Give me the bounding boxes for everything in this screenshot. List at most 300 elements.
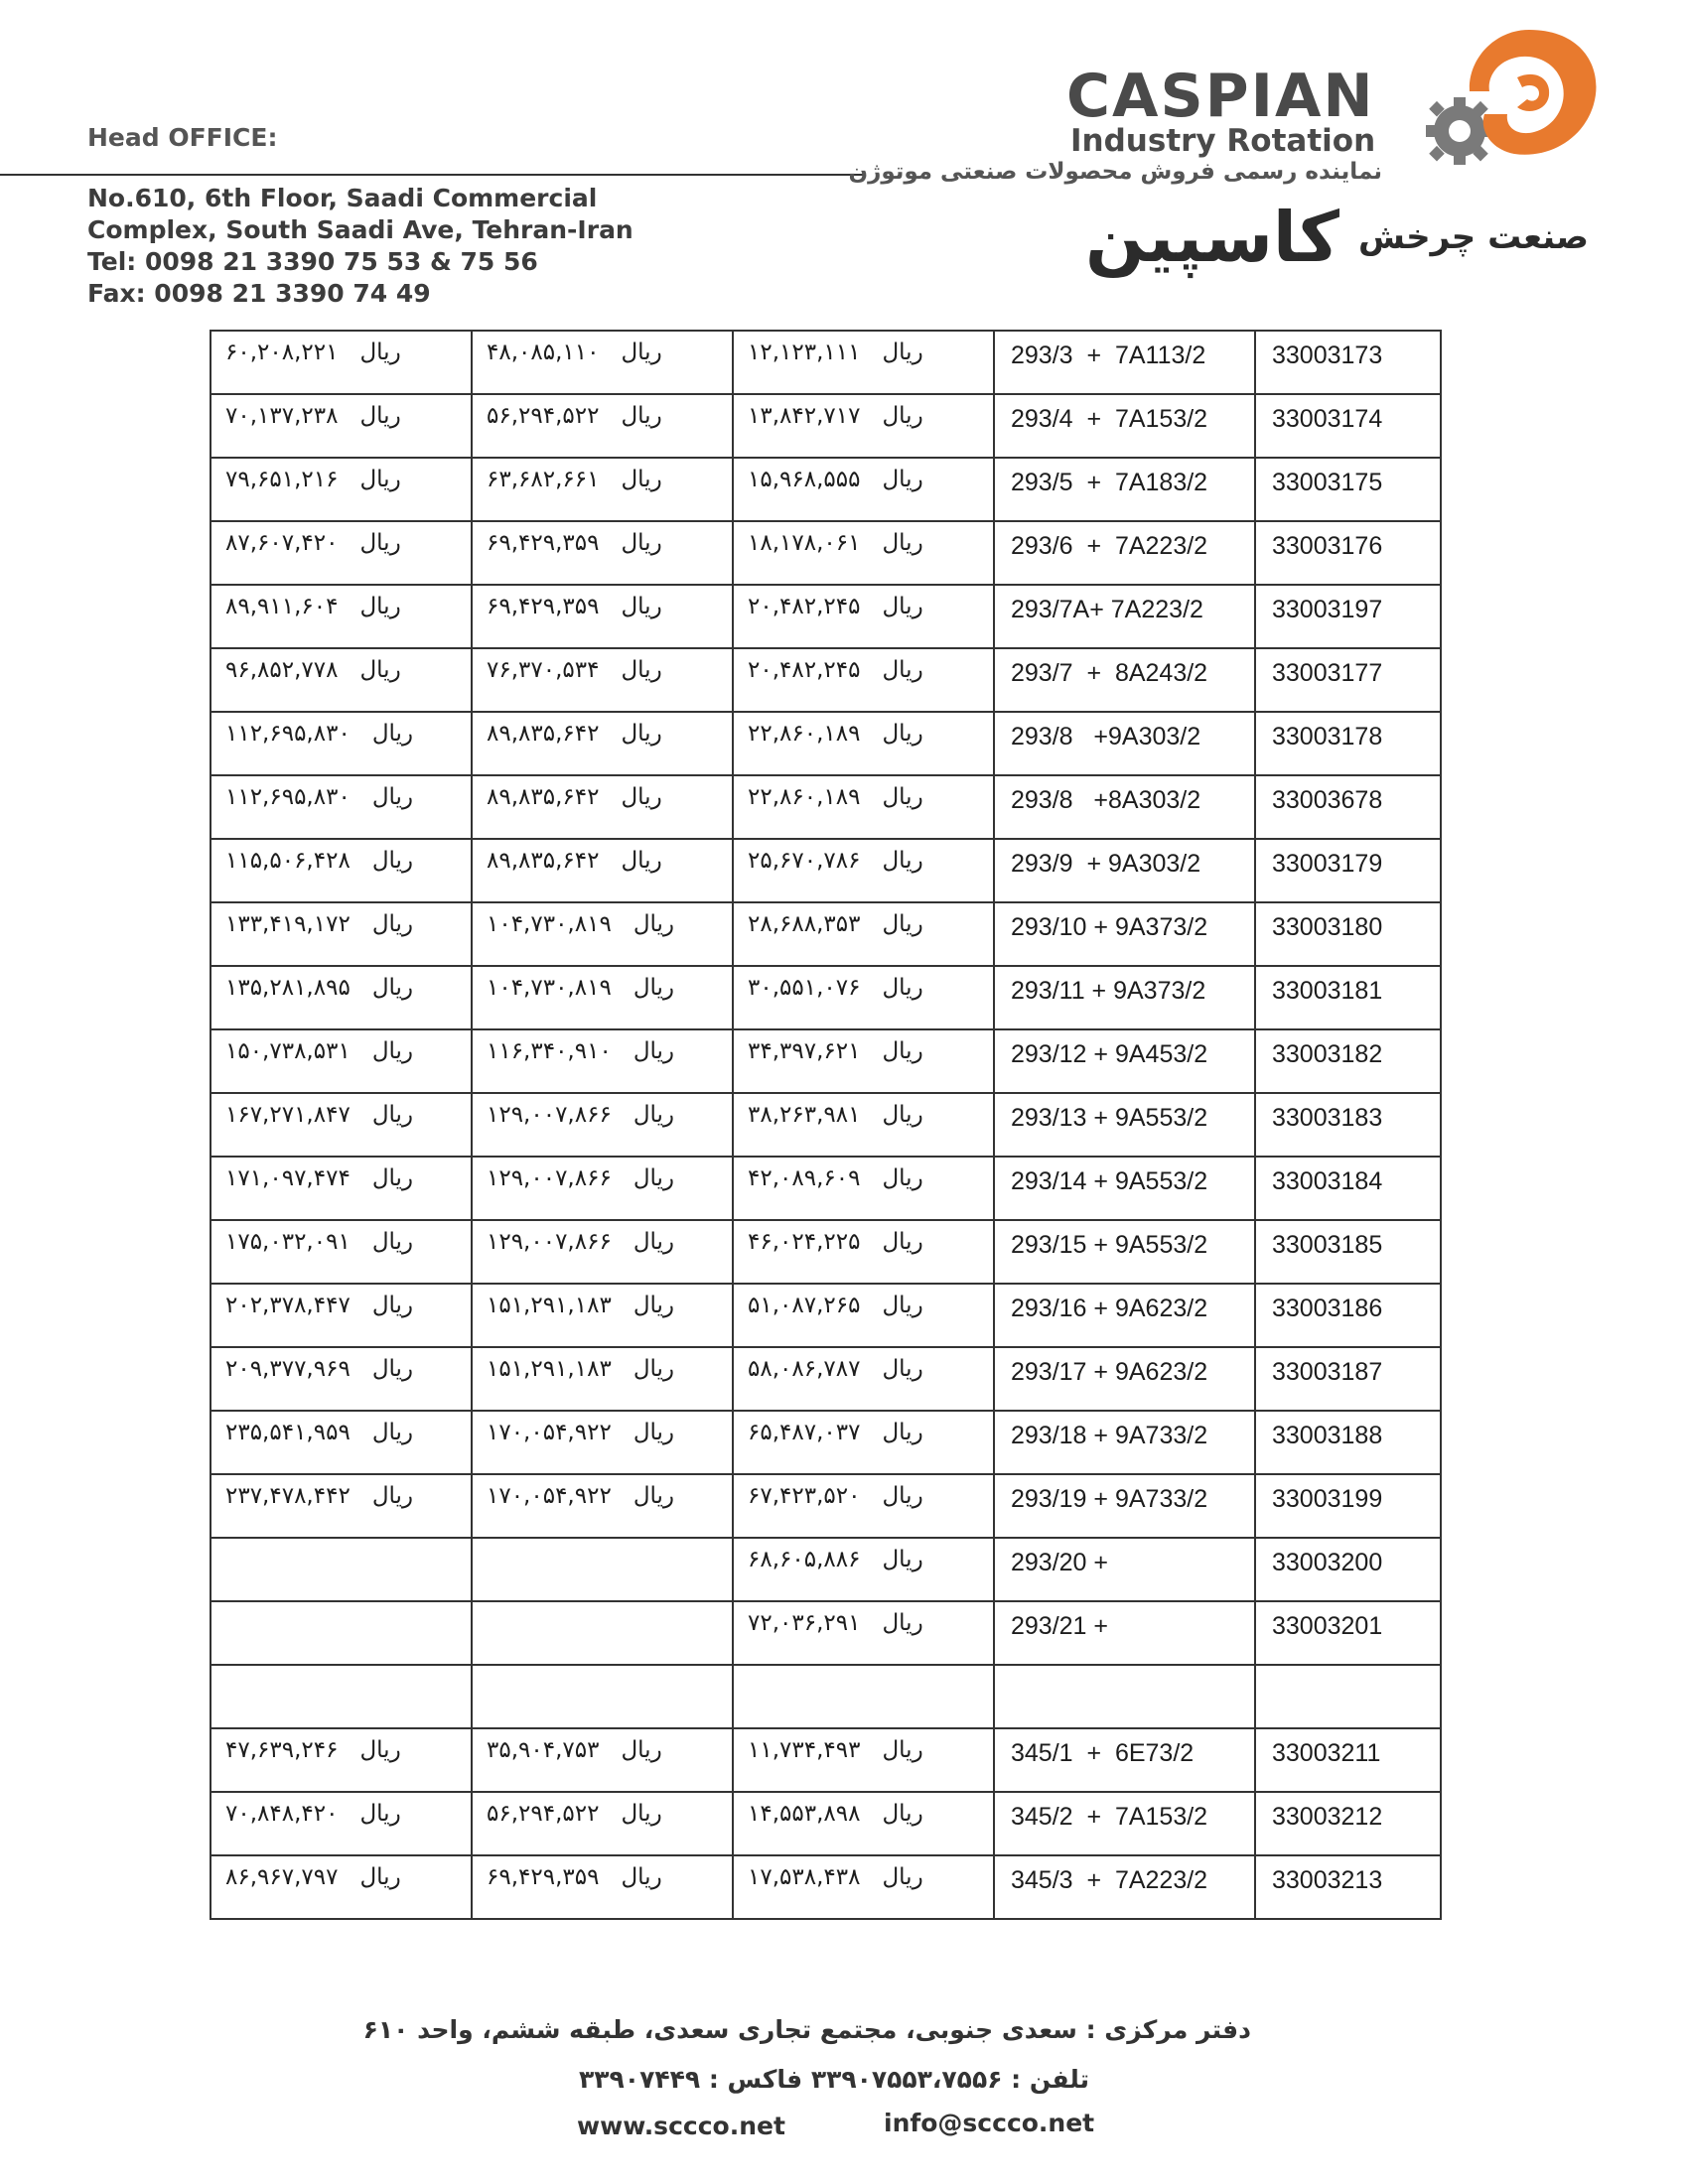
price-cell-p1: [733, 1284, 994, 1347]
model-cell: 293/13 + 9A553/2: [994, 1093, 1255, 1157]
price-number: ۷۹,۶۵۱,۲۱۶: [225, 467, 339, 492]
header-divider: [0, 174, 866, 176]
footer-website-link[interactable]: www.sccco.net: [577, 2112, 785, 2140]
product-code-cell: 33003175: [1255, 458, 1441, 521]
price-number: ۱۰۴,۷۳۰,۸۱۹: [487, 975, 612, 1001]
currency-label: ریال: [633, 1293, 675, 1318]
model-cell: 293/8 +8A303/2: [994, 775, 1255, 839]
price-value: [487, 1165, 718, 1191]
currency-label: ریال: [633, 1356, 675, 1382]
currency-label: ریال: [359, 1864, 401, 1890]
price-value: [225, 594, 457, 619]
price-value: [748, 1737, 979, 1763]
price-value: [487, 340, 718, 365]
price-number: ۸۷,۶۰۷,۴۲۰: [225, 530, 339, 556]
price-number: ۴۶,۰۲۴,۲۲۵: [748, 1229, 861, 1255]
table-row: [211, 1474, 1441, 1538]
price-number: ۸۹,۸۳۵,۶۴۲: [487, 721, 600, 747]
model-cell: 293/7 + 8A243/2: [994, 648, 1255, 712]
currency-label: ریال: [371, 1229, 414, 1255]
price-cell-p3: [211, 1157, 472, 1220]
table-row: [211, 966, 1441, 1029]
model-cell: 293/15 + 9A553/2: [994, 1220, 1255, 1284]
price-value: [748, 911, 979, 937]
price-value: [487, 911, 718, 937]
price-cell-p1: [733, 1093, 994, 1157]
footer-email-link[interactable]: info@sccco.net: [884, 2109, 1095, 2137]
currency-label: ریال: [371, 784, 414, 810]
product-code-cell: 33003184: [1255, 1157, 1441, 1220]
price-value: [487, 657, 718, 683]
price-value: [225, 1229, 457, 1255]
price-value: [748, 340, 979, 365]
price-cell-p1: [733, 1601, 994, 1665]
product-code-cell: 33003187: [1255, 1347, 1441, 1411]
price-value: [225, 1483, 457, 1509]
price-value: [487, 594, 718, 619]
currency-label: ریال: [621, 403, 662, 429]
currency-label: ریال: [359, 1801, 401, 1827]
price-cell-p2: [472, 1855, 733, 1919]
product-code-cell: 33003201: [1255, 1601, 1441, 1665]
table-row: [211, 775, 1441, 839]
price-value: [225, 848, 457, 874]
price-cell-p3: [211, 1728, 472, 1792]
price-cell-p3: [211, 1284, 472, 1347]
currency-label: ریال: [882, 1801, 923, 1827]
price-number: ۷۰,۱۳۷,۲۳۸: [225, 403, 339, 429]
table-row: [211, 712, 1441, 775]
currency-label: ریال: [633, 1038, 675, 1064]
price-number: ۱۶۷,۲۷۱,۸۴۷: [225, 1102, 351, 1128]
price-value: [487, 530, 718, 556]
model-cell: [994, 1665, 1255, 1728]
currency-label: ریال: [882, 1293, 923, 1318]
price-value: [748, 975, 979, 1001]
currency-label: ریال: [359, 594, 401, 619]
price-cell-p2: [472, 648, 733, 712]
price-value: [487, 1864, 718, 1890]
price-value: [487, 1420, 718, 1445]
price-cell-p2: [472, 1284, 733, 1347]
price-cell-p3: [211, 1029, 472, 1093]
price-number: ۶۷,۴۲۳,۵۲۰: [748, 1483, 861, 1509]
price-cell-p1: [733, 712, 994, 775]
product-code-cell: 33003211: [1255, 1728, 1441, 1792]
price-number: ۱۱,۷۳۴,۴۹۳: [748, 1737, 861, 1763]
product-code-cell: 33003174: [1255, 394, 1441, 458]
price-number: ۱۰۴,۷۳۰,۸۱۹: [487, 911, 612, 937]
price-number: ۲۰۲,۳۷۸,۴۴۷: [225, 1293, 351, 1318]
model-cell: 293/3 + 7A113/2: [994, 331, 1255, 394]
price-number: ۶۹,۴۲۹,۳۵۹: [487, 594, 600, 619]
price-number: ۵۱,۰۸۷,۲۶۵: [748, 1293, 861, 1318]
model-cell: 293/14 + 9A553/2: [994, 1157, 1255, 1220]
model-cell: 293/6 + 7A223/2: [994, 521, 1255, 585]
price-number: ۵۶,۲۹۴,۵۲۲: [487, 1801, 600, 1827]
currency-label: ریال: [882, 530, 923, 556]
currency-label: ریال: [371, 911, 414, 937]
model-cell: 293/7A+ 7A223/2: [994, 585, 1255, 648]
price-number: ۱۷۱,۰۹۷,۴۷۴: [225, 1165, 351, 1191]
currency-label: ریال: [882, 1229, 923, 1255]
price-value: [748, 1801, 979, 1827]
price-number: ۶۹,۴۲۹,۳۵۹: [487, 1864, 600, 1890]
price-value: [225, 467, 457, 492]
price-value: [748, 1038, 979, 1064]
price-value: [748, 1229, 979, 1255]
price-value: [748, 1420, 979, 1445]
model-cell: 293/12 + 9A453/2: [994, 1029, 1255, 1093]
price-number: ۲۳۷,۴۷۸,۴۴۲: [225, 1483, 351, 1509]
model-cell: 345/3 + 7A223/2: [994, 1855, 1255, 1919]
currency-label: ریال: [882, 594, 923, 619]
price-number: ۸۹,۸۳۵,۶۴۲: [487, 784, 600, 810]
price-number: ۳۴,۳۹۷,۶۲۱: [748, 1038, 861, 1064]
currency-label: ریال: [621, 657, 662, 683]
price-number: ۳۸,۲۶۳,۹۸۱: [748, 1102, 861, 1128]
currency-label: ریال: [633, 1165, 675, 1191]
table-row: [211, 331, 1441, 394]
model-cell: 293/11 + 9A373/2: [994, 966, 1255, 1029]
price-number: ۱۲۹,۰۰۷,۸۶۶: [487, 1165, 612, 1191]
currency-label: ریال: [621, 721, 662, 747]
currency-label: ریال: [621, 594, 662, 619]
price-value: [225, 1420, 457, 1445]
model-cell: 293/8 +9A303/2: [994, 712, 1255, 775]
table-row: [211, 1220, 1441, 1284]
price-table-body: [211, 331, 1441, 1919]
price-value: [487, 1102, 718, 1128]
price-number: ۱۷۰,۰۵۴,۹۲۲: [487, 1483, 612, 1509]
table-row: [211, 902, 1441, 966]
price-number: ۴۷,۶۳۹,۲۴۶: [225, 1737, 339, 1763]
price-cell-p2: [472, 1792, 733, 1855]
currency-label: ریال: [882, 1547, 923, 1572]
currency-label: ریال: [359, 403, 401, 429]
price-value: [487, 1293, 718, 1318]
price-value: [748, 1864, 979, 1890]
head-office-address: [87, 183, 633, 310]
currency-label: ریال: [882, 975, 923, 1001]
brand-name: CASPIAN: [1066, 62, 1375, 131]
price-value: [225, 975, 457, 1001]
price-number: ۱۵۱,۲۹۱,۱۸۳: [487, 1356, 612, 1382]
price-cell-p3: [211, 712, 472, 775]
product-code-cell: 33003177: [1255, 648, 1441, 712]
phone-line: Tel: 0098 21 3390 75 53 & 75 56: [87, 247, 538, 276]
table-row: [211, 521, 1441, 585]
product-code-cell: 33003180: [1255, 902, 1441, 966]
currency-label: ریال: [621, 848, 662, 874]
brand-subtitle: Industry Rotation: [1070, 123, 1376, 159]
table-row: [211, 1347, 1441, 1411]
currency-label: ریال: [882, 848, 923, 874]
currency-label: ریال: [371, 1165, 414, 1191]
price-number: ۶۵,۴۸۷,۰۳۷: [748, 1420, 861, 1445]
price-value: [225, 784, 457, 810]
price-number: ۲۵,۶۷۰,۷۸۶: [748, 848, 861, 874]
price-cell-p3: [211, 1792, 472, 1855]
price-number: ۶۹,۴۲۹,۳۵۹: [487, 530, 600, 556]
currency-label: ریال: [882, 340, 923, 365]
currency-label: ریال: [882, 1356, 923, 1382]
price-cell-p3: [211, 1093, 472, 1157]
currency-label: ریال: [371, 848, 414, 874]
price-number: ۲۰۹,۳۷۷,۹۶۹: [225, 1356, 351, 1382]
price-cell-p3: [211, 902, 472, 966]
price-cell-p1: [733, 1474, 994, 1538]
currency-label: ریال: [359, 340, 401, 365]
price-cell-p3: [211, 1538, 472, 1601]
price-number: ۱۱۵,۵۰۶,۴۲۸: [225, 848, 351, 874]
price-value: [487, 1801, 718, 1827]
product-code-cell: 33003213: [1255, 1855, 1441, 1919]
price-cell-p1: [733, 1347, 994, 1411]
price-cell-p2: [472, 1093, 733, 1157]
price-cell-p1: [733, 585, 994, 648]
price-value: [487, 1038, 718, 1064]
currency-label: ریال: [621, 340, 662, 365]
price-number: ۸۹,۹۱۱,۶۰۴: [225, 594, 339, 619]
price-number: ۱۳۳,۴۱۹,۱۷۲: [225, 911, 351, 937]
price-cell-p2: [472, 521, 733, 585]
product-code-cell: 33003179: [1255, 839, 1441, 902]
price-number: ۶۰,۲۰۸,۲۲۱: [225, 340, 339, 365]
price-number: ۳۵,۹۰۴,۷۵۳: [487, 1737, 600, 1763]
currency-label: ریال: [882, 1610, 923, 1636]
price-cell-p2: [472, 1728, 733, 1792]
currency-label: ریال: [882, 1038, 923, 1064]
currency-label: ریال: [882, 1420, 923, 1445]
model-cell: 293/4 + 7A153/2: [994, 394, 1255, 458]
price-cell-p2: [472, 1157, 733, 1220]
footer-phone-fax: تلفن : ۳۳۹۰۷۵۵۳،۷۵۵۶ فاکس : ۳۳۹۰۷۴۴۹: [579, 2065, 1089, 2094]
model-cell: 293/20 +: [994, 1538, 1255, 1601]
product-code-cell: 33003186: [1255, 1284, 1441, 1347]
price-value: [748, 467, 979, 492]
price-cell-p3: [211, 839, 472, 902]
price-cell-p1: [733, 648, 994, 712]
table-row: [211, 394, 1441, 458]
currency-label: ریال: [633, 1229, 675, 1255]
product-code-cell: 33003182: [1255, 1029, 1441, 1093]
brand-fa-name: کاسپین: [1084, 197, 1339, 278]
price-value: [748, 1483, 979, 1509]
price-cell-p1: [733, 1728, 994, 1792]
currency-label: ریال: [359, 467, 401, 492]
price-number: ۱۱۶,۳۴۰,۹۱۰: [487, 1038, 612, 1064]
price-number: ۱۵,۹۶۸,۵۵۵: [748, 467, 861, 492]
product-code-cell: 33003188: [1255, 1411, 1441, 1474]
product-code-cell: 33003173: [1255, 331, 1441, 394]
price-value: [225, 1801, 457, 1827]
model-cell: 345/2 + 7A153/2: [994, 1792, 1255, 1855]
price-cell-p3: [211, 648, 472, 712]
product-code-cell: 33003185: [1255, 1220, 1441, 1284]
price-cell-p2: [472, 458, 733, 521]
price-cell-p2: [472, 331, 733, 394]
table-row: [211, 585, 1441, 648]
price-cell-p2: [472, 1029, 733, 1093]
price-number: ۲۰,۴۸۲,۲۴۵: [748, 657, 861, 683]
price-cell-p2: [472, 1665, 733, 1728]
price-value: [225, 657, 457, 683]
currency-label: ریال: [882, 1737, 923, 1763]
price-cell-p1: [733, 1792, 994, 1855]
table-row: [211, 1157, 1441, 1220]
price-number: ۲۸,۶۸۸,۳۵۳: [748, 911, 861, 937]
currency-label: ریال: [621, 467, 662, 492]
price-value: [748, 848, 979, 874]
price-number: ۳۰,۵۵۱,۰۷۶: [748, 975, 861, 1001]
price-value: [487, 848, 718, 874]
price-cell-p2: [472, 775, 733, 839]
currency-label: ریال: [882, 1165, 923, 1191]
price-cell-p1: [733, 1665, 994, 1728]
price-number: ۱۲۹,۰۰۷,۸۶۶: [487, 1102, 612, 1128]
price-value: [487, 467, 718, 492]
gear-icon: [1426, 97, 1493, 165]
price-number: ۷۲,۰۳۶,۲۹۱: [748, 1610, 861, 1636]
model-cell: 293/10 + 9A373/2: [994, 902, 1255, 966]
price-value: [748, 721, 979, 747]
price-cell-p3: [211, 458, 472, 521]
table-row: [211, 1538, 1441, 1601]
price-cell-p3: [211, 585, 472, 648]
price-number: ۱۴,۵۵۳,۸۹۸: [748, 1801, 861, 1827]
price-value: [748, 657, 979, 683]
footer-address: دفتر مرکزی : سعدی جنوبی، مجتمع تجاری سعدی، طبقه ششم، واحد ۶۱۰: [362, 2015, 1251, 2044]
price-number: ۴۲,۰۸۹,۶۰۹: [748, 1165, 861, 1191]
price-cell-p3: [211, 775, 472, 839]
price-value: [225, 1737, 457, 1763]
product-code-cell: 33003212: [1255, 1792, 1441, 1855]
currency-label: ریال: [882, 1864, 923, 1890]
table-row: [211, 839, 1441, 902]
table-row: [211, 1029, 1441, 1093]
price-cell-p2: [472, 1411, 733, 1474]
price-value: [748, 1165, 979, 1191]
price-number: ۸۹,۸۳۵,۶۴۲: [487, 848, 600, 874]
price-cell-p1: [733, 1029, 994, 1093]
table-row: [211, 1093, 1441, 1157]
currency-label: ریال: [371, 975, 414, 1001]
currency-label: ریال: [371, 1483, 414, 1509]
price-value: [487, 403, 718, 429]
currency-label: ریال: [633, 1483, 675, 1509]
price-cell-p3: [211, 1665, 472, 1728]
price-number: ۲۳۵,۵۴۱,۹۵۹: [225, 1420, 351, 1445]
price-number: ۱۲۹,۰۰۷,۸۶۶: [487, 1229, 612, 1255]
model-cell: 293/16 + 9A623/2: [994, 1284, 1255, 1347]
price-cell-p2: [472, 1220, 733, 1284]
currency-label: ریال: [882, 784, 923, 810]
price-number: ۱۲,۱۲۳,۱۱۱: [748, 340, 861, 365]
price-number: ۷۰,۸۴۸,۴۲۰: [225, 1801, 339, 1827]
price-number: ۵۶,۲۹۴,۵۲۲: [487, 403, 600, 429]
price-number: ۱۱۲,۶۹۵,۸۳۰: [225, 721, 351, 747]
currency-label: ریال: [633, 975, 675, 1001]
price-cell-p1: [733, 966, 994, 1029]
price-cell-p3: [211, 966, 472, 1029]
price-value: [748, 1610, 979, 1636]
price-cell-p3: [211, 1411, 472, 1474]
price-value: [487, 721, 718, 747]
price-cell-p3: [211, 331, 472, 394]
currency-label: ریال: [633, 1102, 675, 1128]
address-line: No.610, 6th Floor, Saadi Commercial: [87, 184, 598, 212]
price-value: [225, 1102, 457, 1128]
price-number: ۱۳۵,۲۸۱,۸۹۵: [225, 975, 351, 1001]
currency-label: ریال: [359, 1737, 401, 1763]
price-cell-p3: [211, 1855, 472, 1919]
product-code-cell: 33003200: [1255, 1538, 1441, 1601]
currency-label: ریال: [621, 1737, 662, 1763]
price-value: [487, 975, 718, 1001]
currency-label: ریال: [371, 1102, 414, 1128]
price-cell-p2: [472, 902, 733, 966]
price-value: [748, 1356, 979, 1382]
model-cell: 293/19 + 9A733/2: [994, 1474, 1255, 1538]
model-cell: 293/9 + 9A303/2: [994, 839, 1255, 902]
price-value: [748, 1547, 979, 1572]
table-row: [211, 1601, 1441, 1665]
price-value: [487, 784, 718, 810]
product-code-cell: 33003183: [1255, 1093, 1441, 1157]
currency-label: ریال: [882, 1102, 923, 1128]
price-cell-p1: [733, 458, 994, 521]
product-code-cell: [1255, 1665, 1441, 1728]
model-cell: 293/18 + 9A733/2: [994, 1411, 1255, 1474]
price-cell-p2: [472, 1347, 733, 1411]
price-cell-p1: [733, 331, 994, 394]
price-value: [225, 1165, 457, 1191]
price-cell-p2: [472, 839, 733, 902]
price-number: ۹۶,۸۵۲,۷۷۸: [225, 657, 339, 683]
currency-label: ریال: [359, 657, 401, 683]
table-row: [211, 1728, 1441, 1792]
currency-label: ریال: [882, 911, 923, 937]
price-number: ۶۸,۶۰۵,۸۸۶: [748, 1547, 861, 1572]
price-cell-p1: [733, 1157, 994, 1220]
model-cell: 293/5 + 7A183/2: [994, 458, 1255, 521]
price-value: [225, 1356, 457, 1382]
model-cell: 345/1 + 6E73/2: [994, 1728, 1255, 1792]
product-code-cell: 33003181: [1255, 966, 1441, 1029]
price-cell-p2: [472, 966, 733, 1029]
price-value: [225, 721, 457, 747]
product-code-cell: 33003176: [1255, 521, 1441, 585]
price-value: [225, 1864, 457, 1890]
price-cell-p1: [733, 839, 994, 902]
price-value: [225, 340, 457, 365]
price-cell-p3: [211, 521, 472, 585]
price-number: ۷۶,۳۷۰,۵۳۴: [487, 657, 600, 683]
currency-label: ریال: [621, 784, 662, 810]
price-cell-p1: [733, 1411, 994, 1474]
price-value: [225, 911, 457, 937]
brand-fa-prefix: صنعت چرخش: [1358, 217, 1589, 257]
price-value: [487, 1356, 718, 1382]
currency-label: ریال: [882, 657, 923, 683]
price-cell-p2: [472, 1601, 733, 1665]
price-value: [225, 530, 457, 556]
currency-label: ریال: [371, 1293, 414, 1318]
price-number: ۱۳,۸۴۲,۷۱۷: [748, 403, 861, 429]
caspian-logo-icon: [1410, 20, 1609, 179]
currency-label: ریال: [621, 530, 662, 556]
